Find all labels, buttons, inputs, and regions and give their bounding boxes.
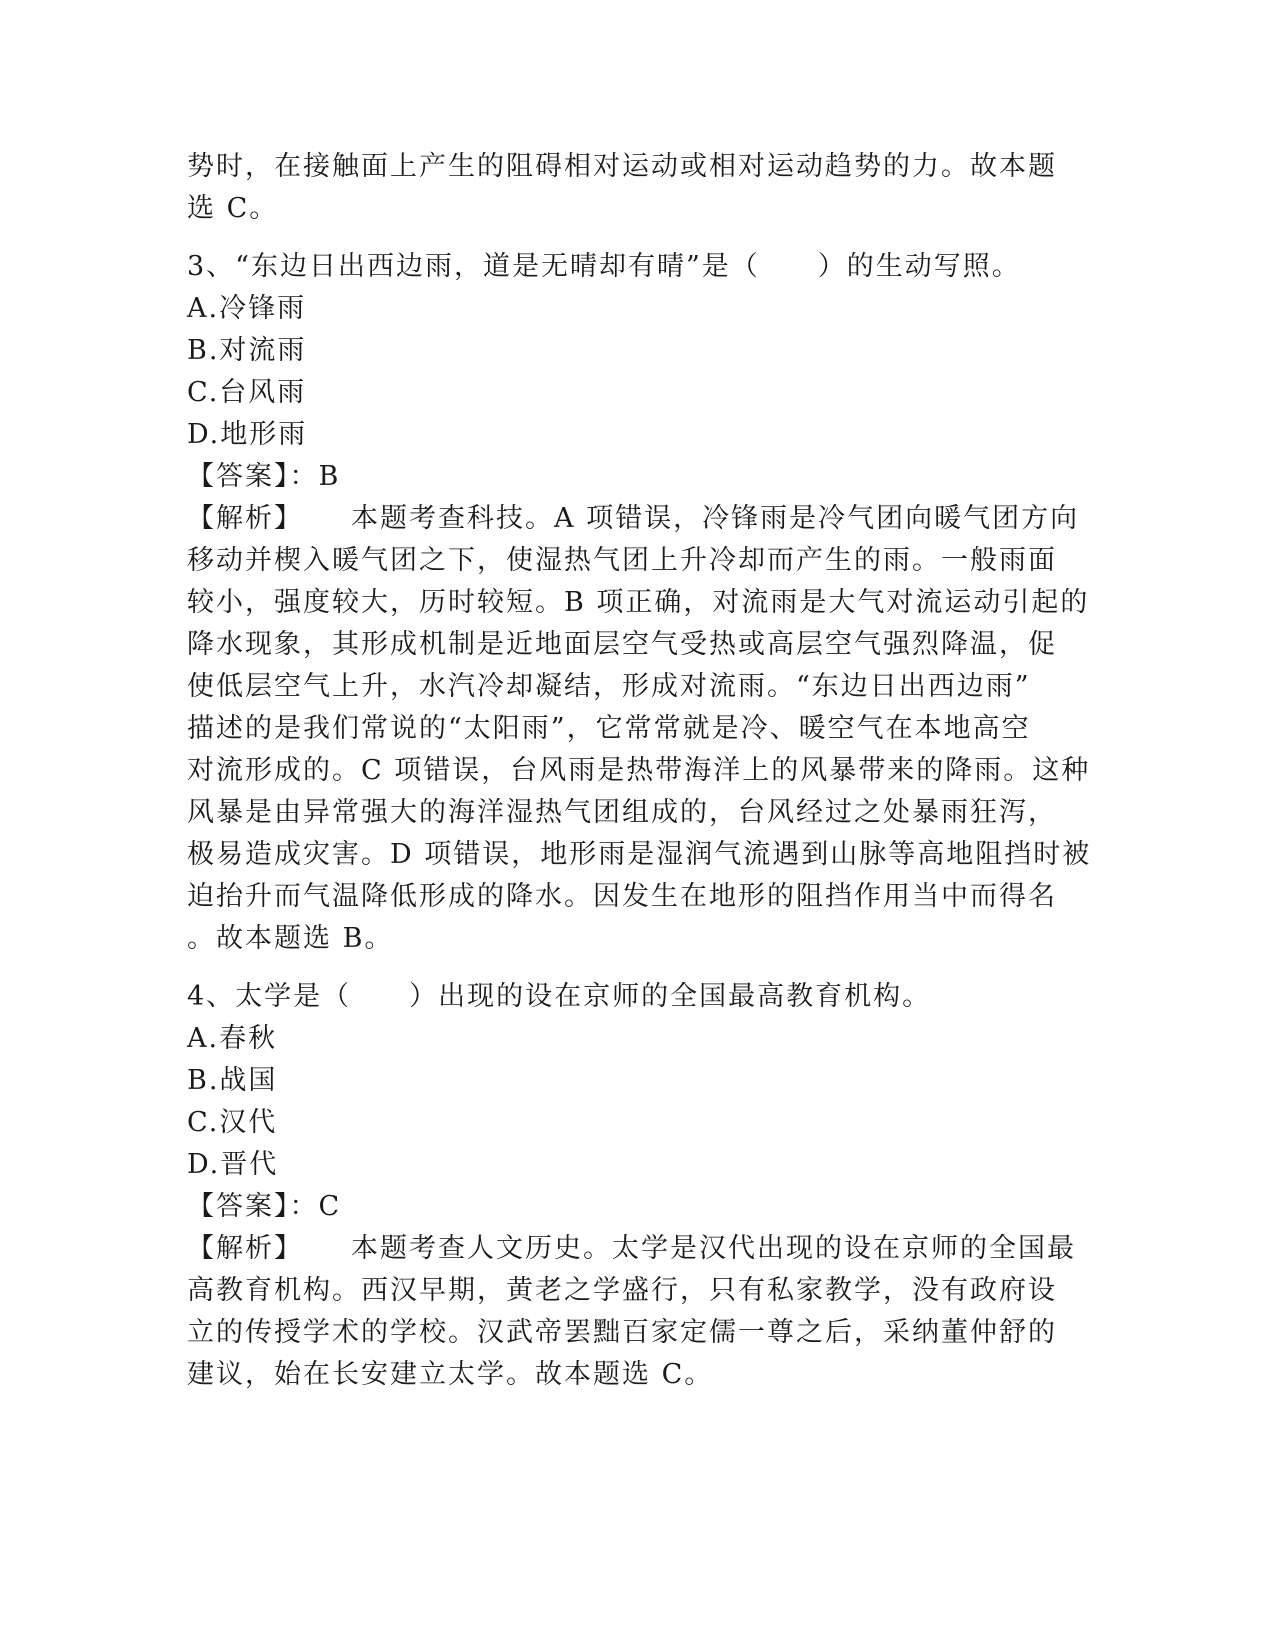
option-b: B.对流雨: [187, 335, 307, 366]
option-c: C.汉代: [187, 1107, 278, 1138]
explanation-line: 降水现象，其形成机制是近地面层空气受热或高层空气强烈降温，促: [187, 629, 1057, 660]
explanation-tag: 【解析】: [187, 503, 303, 534]
question-4: [187, 976, 1087, 1396]
explanation-line: 建议，始在长安建立太学。故本题选 C。: [187, 1359, 714, 1390]
explanation-text: 本题考查人文历史。太学是汉代出现的设在京师的全国最: [351, 1233, 1076, 1264]
explanation-line: 极易造成灾害。D 项错误，地形雨是湿润气流遇到山脉等高地阻挡时被: [187, 839, 1092, 870]
text-line: 势时，在接触面上产生的阻碍相对运动或相对运动趋势的力。故本题: [187, 151, 1057, 182]
explanation-line: 风暴是由异常强大的海洋湿热气团组成的，台风经过之处暴雨狂泻，: [187, 797, 1057, 828]
answer-line: 【答案】：B: [187, 461, 341, 492]
explanation-line: 。故本题选 B。: [187, 923, 394, 954]
explanation-line: 较小，强度较大，历时较短。B 项正确，对流雨是大气对流运动引起的: [187, 587, 1090, 618]
explanation-tag: 【解析】: [187, 1233, 303, 1264]
option-d: D.地形雨: [187, 419, 308, 450]
explanation-first-line: [187, 1228, 1087, 1270]
question-3: [187, 246, 1092, 960]
explanation-line: 高教育机构。西汉早期，黄老之学盛行，只有私家教学，没有政府设: [187, 1275, 1057, 1306]
explanation-line: 立的传授学术的学校。汉武帝罢黜百家定儒一尊之后，采纳董仲舒的: [187, 1317, 1057, 1348]
explanation-first-line: [187, 498, 1087, 540]
explanation-text: 本题考查科技。A 项错误，冷锋雨是冷气团向暖气团方向: [351, 503, 1080, 534]
explanation-line: 描述的是我们常说的“太阳雨”，它常常就是冷、暖空气在本地高空: [187, 713, 1031, 744]
option-a: A.春秋: [187, 1023, 278, 1054]
prev-explanation: [187, 146, 1087, 230]
text-line: 选 C。: [187, 193, 279, 224]
option-a: A.冷锋雨: [187, 293, 307, 324]
option-b: B.战国: [187, 1065, 278, 1096]
answer-line: 【答案】：C: [187, 1191, 342, 1222]
document-content: [187, 146, 1092, 1396]
explanation-line: 迫抬升而气温降低形成的降水。因发生在地形的阻挡作用当中而得名: [187, 881, 1057, 912]
explanation-line: 移动并楔入暖气团之下，使湿热气团上升冷却而产生的雨。一般雨面: [187, 545, 1057, 576]
option-d: D.晋代: [187, 1149, 279, 1180]
explanation-line: 对流形成的。C 项错误，台风雨是热带海洋上的风暴带来的降雨。这种: [187, 755, 1091, 786]
option-c: C.台风雨: [187, 377, 307, 408]
question-stem: 4、太学是（ ）出现的设在京师的全国最高教育机构。: [187, 981, 932, 1012]
explanation-line: 使低层空气上升，水汽冷却凝结，形成对流雨。“东边日出西边雨”: [187, 671, 1031, 702]
question-stem: 3、“东边日出西边雨，道是无晴却有晴”是（ ）的生动写照。: [187, 251, 1021, 282]
